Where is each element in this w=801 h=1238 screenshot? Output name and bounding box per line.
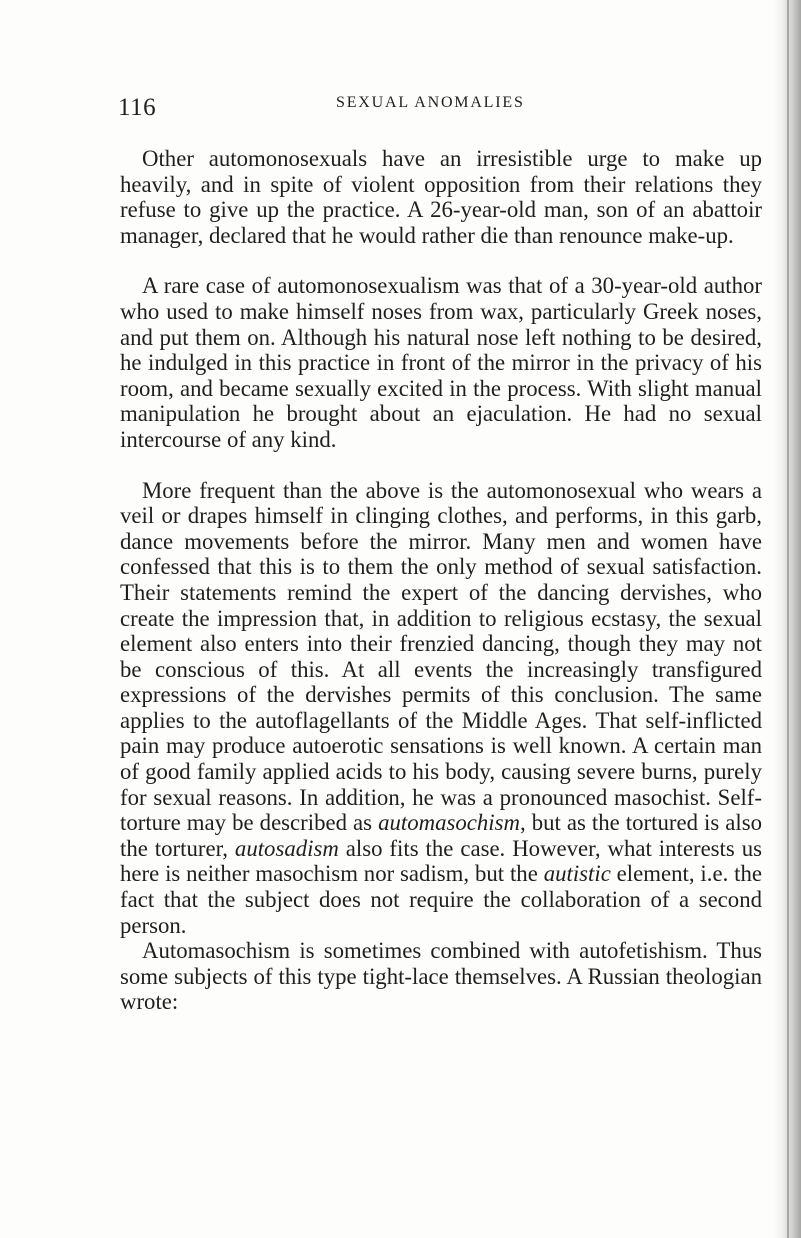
paragraph-veil-dance-part-2: , but as the tortured is also the torturer,	[120, 810, 762, 861]
body-text	[120, 146, 762, 1015]
running-head: SEXUAL ANOMALIES	[336, 94, 525, 111]
page-header	[118, 94, 758, 134]
term-automasochism: automasochism	[378, 810, 520, 836]
term-autistic: autistic	[543, 861, 611, 887]
term-autosadism: autosadism	[234, 835, 339, 861]
paragraph-make-up: Other automonosexuals have an irresistible urge to make up heavily, and in spite of violent opposition from their relations they refuse to give up the practice. A 26-year-old man, son of an abattoir manager, declared that he would rather die than renounce make-up.	[120, 146, 762, 248]
binding-edge	[787, 0, 789, 1238]
paragraph-wax-noses: A rare case of automonosexualism was that of a 30-year-old author who used to make himself noses from wax, particularly Greek noses, and put them on. Although his natural nose left nothing to be desired, he indulged in this practice in front of the mirror in the privacy of his room, and became sexually excited in the process. With slight manual manipulation he brought about an ejaculation. He had no sexual intercourse of any kind.	[120, 273, 762, 452]
page-number: 116	[118, 94, 157, 121]
paragraph-veil-dance-part-3: also fits the case. However, what interests us here is neither masochism nor sadism, but the	[120, 835, 762, 887]
paragraph-veil-dance-part-4: element, i.e. the fact that the subject does not require the collaboration of a second person.	[120, 861, 762, 938]
paragraph-veil-dance	[120, 478, 762, 939]
paragraph-veil-dance-part-1: More frequent than the above is the automonosexual who wears a veil or drapes himself in clinging clothes, and performs, in this garb, dance movements before the mirror. Many men and women have confessed that this is to them the only method of sexual satisfaction. Their statements remind the expert of the dancing dervishes, who create the impression that, in addition to religious ecstasy, the sexual element also enters into their frenzied dancing, though they may not be conscious of this. At all events the increasingly transfigured expressions of the dervishes permits of this conclusion. The same applies to the autoflagellants of the Middle Ages. That self-inflicted pain may produce autoerotic sensations is well known. A certain man of good family applied acids to his body, causing severe burns, purely for sexual reasons. In addition, he was a pronounced masochist. Self-torture may be described as	[120, 477, 762, 836]
paragraph-automasochism: Automasochism is sometimes combined with autofetishism. Thus some subjects of this type tight-lace themselves. A Russian theologian wrote:	[120, 938, 762, 1015]
